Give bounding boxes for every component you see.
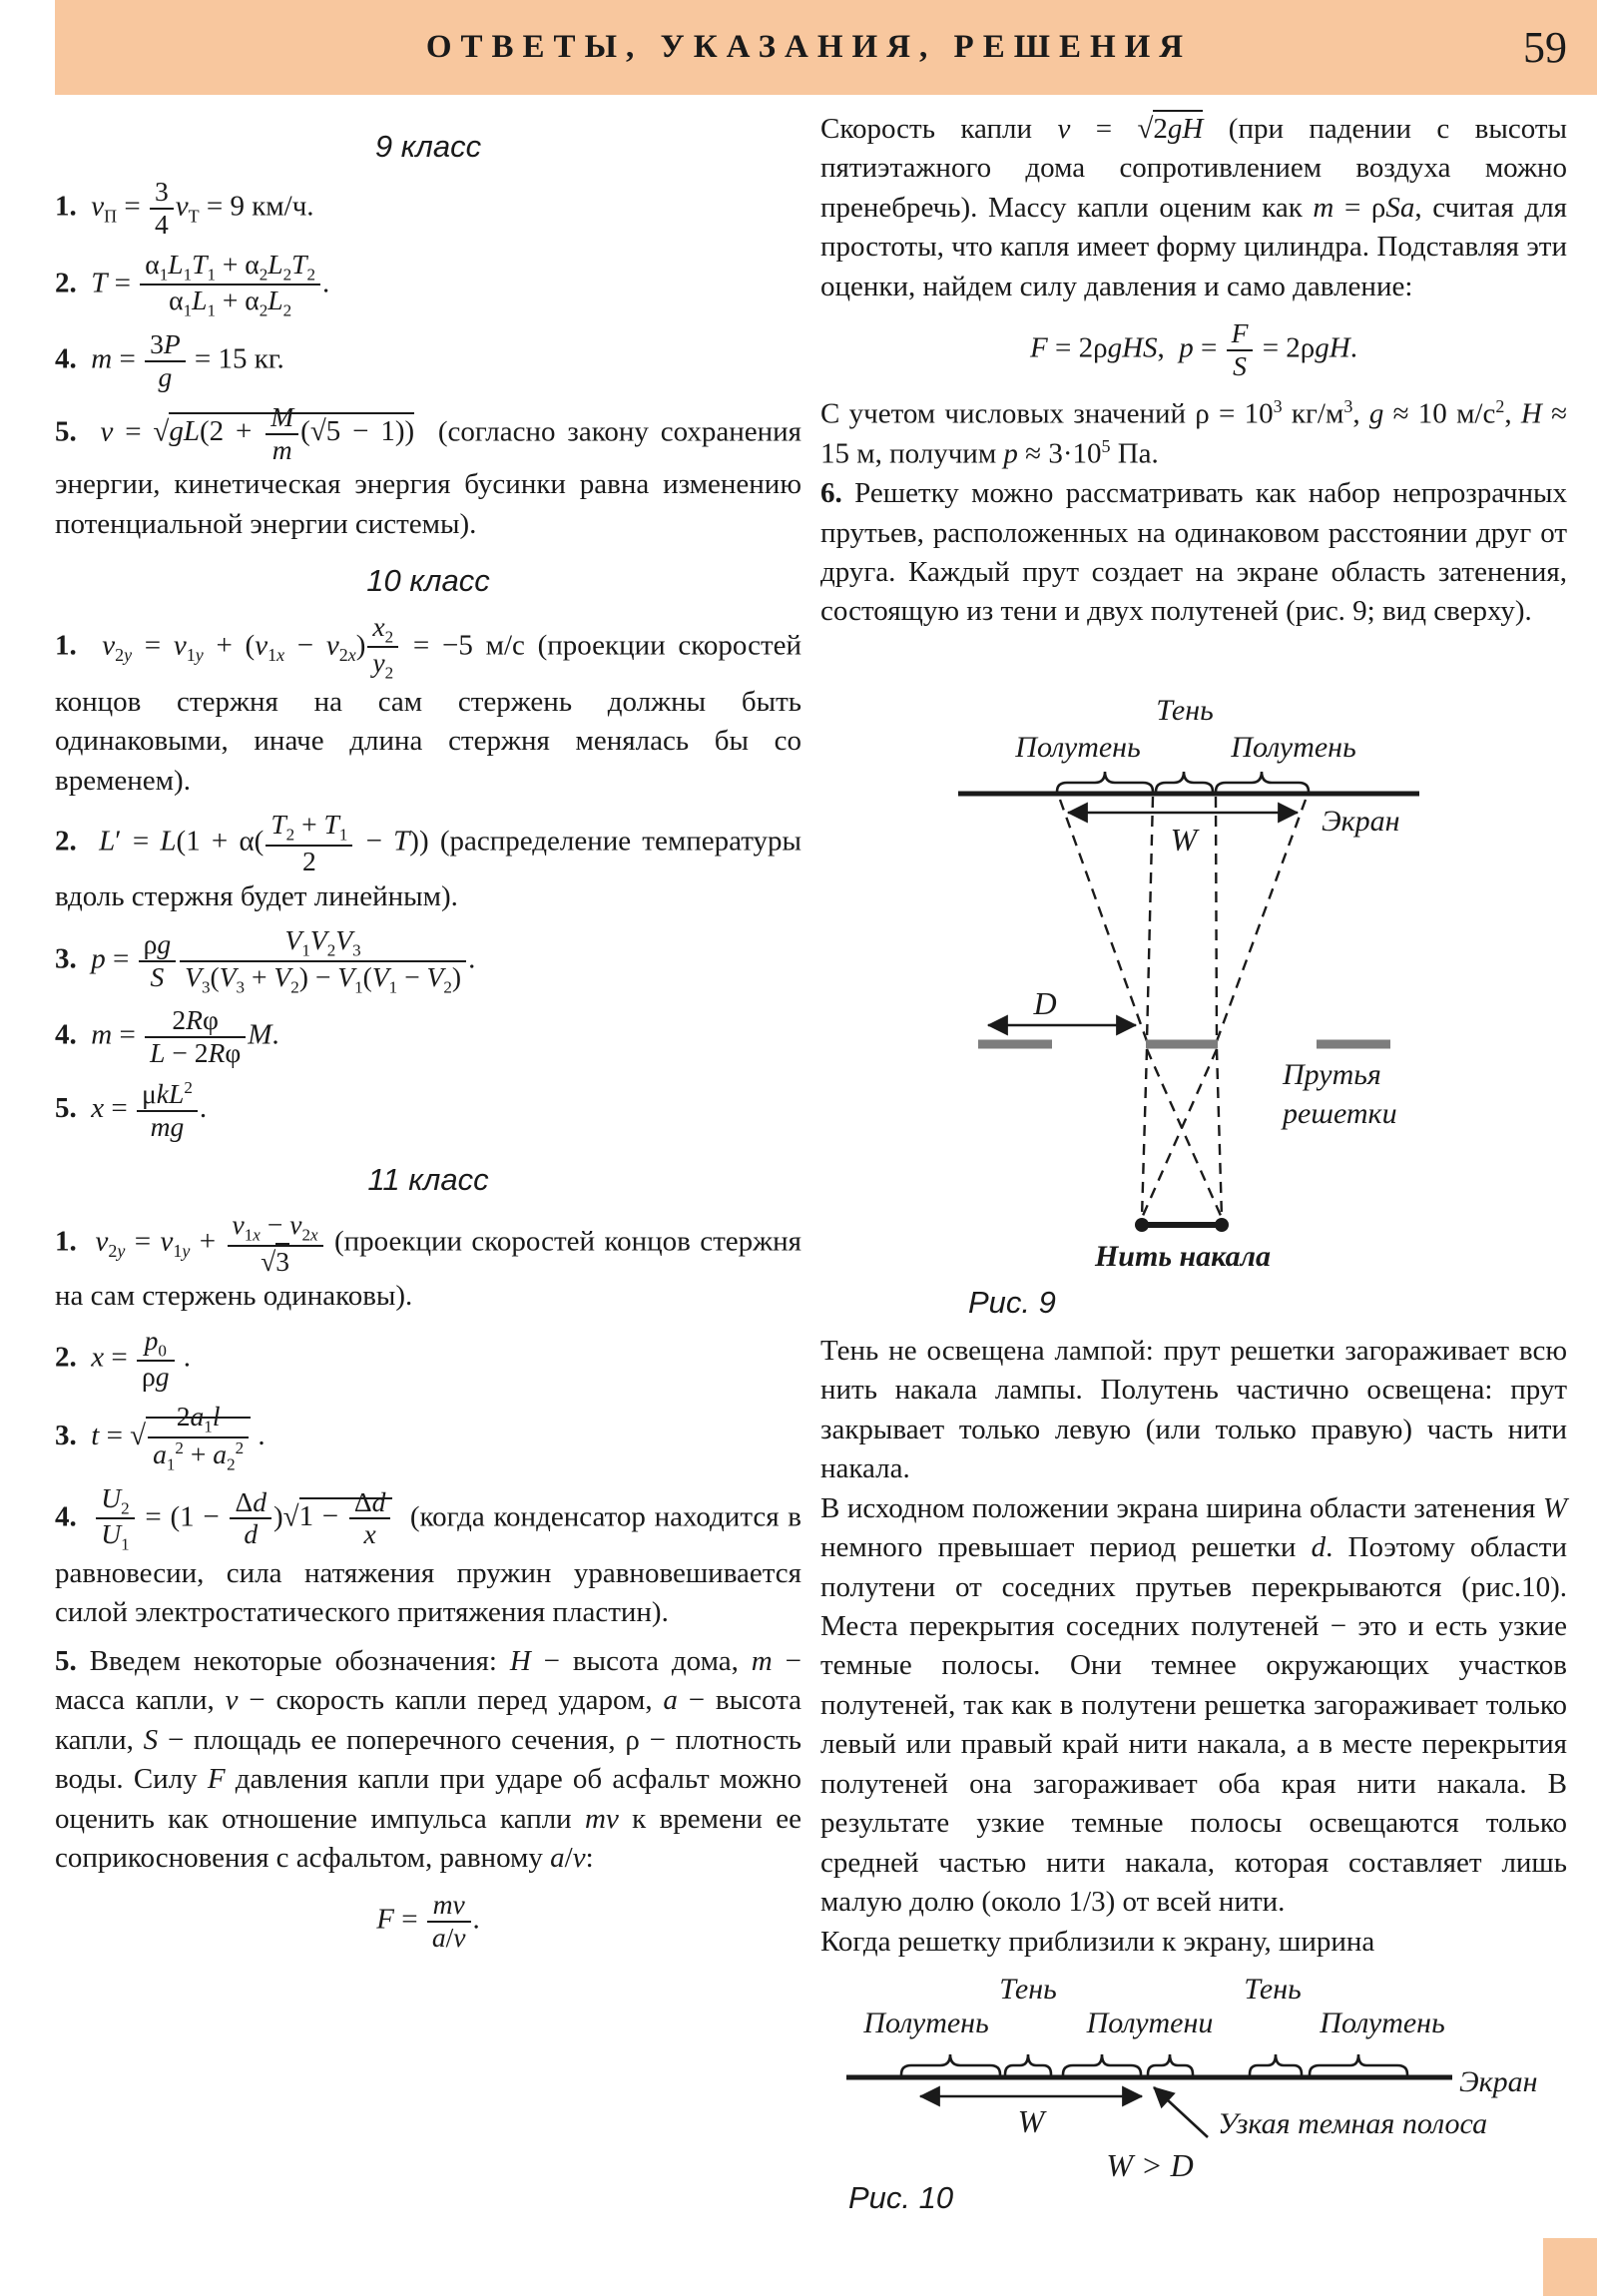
fig9-shadow-label: Тень — [1156, 693, 1214, 727]
brace — [1310, 2054, 1407, 2074]
solution-item: 2. T = $\frac{\alpha_1L_1T_1 + \alpha_2L_2T_2}{\alpha_1L_1 + \alpha_2L_2}$ . — [55, 248, 330, 320]
solution-item: 1. $v_{2y} = v_{1y} + (v_{1x} - v_{2x})$ $\frac{x_2}{y_2}$ = −5 м/с (проекции скоростей концов стержня на сам стержень должны быть одинаковыми, иначе длина стержня менялась бы со временем). — [55, 610, 802, 797]
right-column — [820, 110, 1567, 2213]
fig10-penumbra-left-label: Полутень — [863, 2006, 989, 2039]
solution-item: 5. v = √gL(2 + $\frac{M}{m}$ (√5 − 1)) (согласно закону сохранения энергии, кинетическая энергия бусинки равна изменению потенциальной энергии системы). — [55, 400, 802, 540]
fig9-w-label: W — [1170, 821, 1198, 858]
figure-9-caption: Рис. 9 — [968, 1284, 1056, 1320]
page-title: ОТВЕТЫ, УКАЗАНИЯ, РЕШЕНИЯ — [425, 29, 1193, 65]
solution-item: 2. L′ = L(1 + α( $\frac{T_2 + T_1}{2}$ − T)) (распределение температуры вдоль стержня будет линейным). — [55, 809, 801, 912]
solution-item: 4. m = $\frac{2R\varphi}{L - 2R\varphi}$ M. — [55, 1004, 279, 1069]
fig9-bars-label: Прутья решетки — [1283, 1057, 1397, 1130]
paragraph: В исходном положении экрана ширина области затенения W немного превышает период решетки d. Поэтому области полутени от соседних прутьев перекрываются (рис.10). Места перекрытия соседних полутеней − это и есть узкие темные полосы. Они темнее окружающих участков полутеней, так как в полутени решетка загораживает только левый или правый край нити накала, а в месте перекрытия полутеней она загораживает оба края нити накала. В результате узкие темные полосы освещаются только средней частью нити накала, которая составляет лишь малую долю (около 1/3) от всей нити. — [820, 1491, 1567, 1919]
solution-item: 3. p = $\frac{\rho g}{S}$ $\frac{V_1V_2V_3}{V_3(V_3 + V_2) - V_1(V_1 - V_2)}$ . — [55, 923, 476, 997]
brace — [901, 2054, 1000, 2074]
left-column — [55, 110, 801, 1966]
fig10-penumbra-center-label: Полутени — [1086, 2006, 1214, 2039]
brace — [1250, 2054, 1302, 2074]
figure-9-drawing — [820, 636, 1567, 1280]
solution-item: 4. $\frac{U_2}{U_1}$ = (1 − $\frac{\Delta d}{d}$ )√1 − $\frac{\Delta d}{x}$ (когда конденсатор находится в равновесии, сила натяжения пружин уравновешивается силой электростатического притяжения пластин). — [55, 1481, 801, 1629]
brace — [1216, 772, 1309, 792]
fig10-shadow2-label: Тень — [1244, 1972, 1302, 2006]
figure-9 — [820, 636, 1567, 1280]
brace — [1063, 2054, 1141, 2074]
solution-item: 2. x = $\frac{p_0}{\rho g}$ . — [55, 1324, 192, 1393]
solution-item: 3. t = √ $\frac{2a_1l}{a_1^2 + a_2^2}$ . — [55, 1401, 266, 1474]
brace — [1057, 772, 1153, 792]
solution-item: 1. $v_{2y} = v_{1y}$ + $\frac{v_{1x} - v_{2x}}{√3}$ (проекции скоростей концов стержня на сам стержень одинаковы). — [55, 1208, 802, 1313]
fig10-shadow1-label: Тень — [999, 1972, 1057, 2006]
fig10-w-label: W — [1017, 2102, 1045, 2139]
fig9-d-label: D — [1033, 984, 1057, 1021]
fig9-penumbra-left-label: Полутень — [1015, 730, 1141, 764]
figure-10 — [820, 1966, 1567, 2213]
brace — [1005, 2054, 1051, 2074]
fig10-penumbra-right-label: Полутень — [1320, 2006, 1445, 2039]
grade11-heading: 11 класс — [367, 1161, 489, 1197]
grade10-heading: 10 класс — [366, 563, 490, 599]
solution-item: 5. Введем некоторые обозначения: H − высота дома, m − масса капли, v − скорость капли перед ударом, a − высота капли, S − площадь ее поперечного сечения, ρ − плотность воды. Силу F давления капли при ударе об асфальт можно оценить как отношение импульса капли mv к времени ее соприкосновения с асфальтом, равному a/v: — [55, 1644, 802, 1875]
solution-item: 4. m = $\frac{3P}{g}$ = 15 кг. — [55, 328, 284, 392]
filament-end — [1135, 1218, 1149, 1232]
figure-10-caption: Рис. 10 — [848, 2179, 954, 2215]
brace — [1156, 772, 1213, 792]
solution-item: 6. Решетку можно рассматривать как набор непрозрачных прутьев, расположенных на одинаковом расстоянии друг от друга. Каждый прут создает на экране область затенения, состоящую из тени и двух полутеней (рис. 9; вид сверху). — [820, 477, 1567, 628]
paragraph: С учетом числовых значений $\rho = 10^3$ $кг/м^3$, g ≈ 10 $м/с^2$, H ≈ 15 м, получим $p \approx 3\cdot 10^5$ Па. — [820, 395, 1568, 470]
fig10-relation: W > D — [1106, 2146, 1194, 2183]
paragraph: Тень не освещена лампой: прут решетки загораживает всю нить накала лампы. Полутень частично освещена: прут закрывает только левую (или только правую) часть нити накала. — [820, 1334, 1567, 1485]
fig9-filament-label: Нить накала — [1094, 1239, 1272, 1273]
fig9-screen-label: Экран — [1322, 804, 1400, 838]
solution-item: 5. x = μkL$^2$ mg . — [55, 1077, 208, 1142]
fig10-screen-label: Экран — [1459, 2064, 1538, 2098]
page-header — [55, 0, 1597, 95]
filament-end — [1215, 1218, 1229, 1232]
pressure-formula: F = 2ρgHS, p = $\frac{F}{S}$ = 2ρgH. — [1030, 317, 1357, 382]
paragraph: Когда решетку приблизили к экрану, ширина — [820, 1925, 1375, 1958]
page-number: 59 — [1523, 23, 1567, 72]
dark-band-arrow — [1154, 2087, 1208, 2137]
fig10-dark-band-label: Узкая темная полоса — [1218, 2106, 1488, 2140]
brace — [1148, 2054, 1193, 2074]
solution-item: 1. $v_П$ = $\frac{3}{4}$ $v_Т = 9$ км/ч. — [55, 176, 314, 240]
paragraph: Скорость капли v = √2gH (при падении с высоты пятиэтажного дома сопротивлением воздуха можно пренебречь). Массу капли оценим как m = ρSa, считая для простоты, что капля имеет форму цилиндра. Подставляя эти оценки, найдем силу давления и само давление: — [820, 110, 1567, 306]
corner-decoration — [1543, 2238, 1597, 2296]
grade9-heading: 9 класс — [374, 129, 482, 164]
fig9-penumbra-right-label: Полутень — [1231, 730, 1356, 764]
force-formula: F = $\frac{mv}{a/v}$ . — [376, 1889, 480, 1954]
